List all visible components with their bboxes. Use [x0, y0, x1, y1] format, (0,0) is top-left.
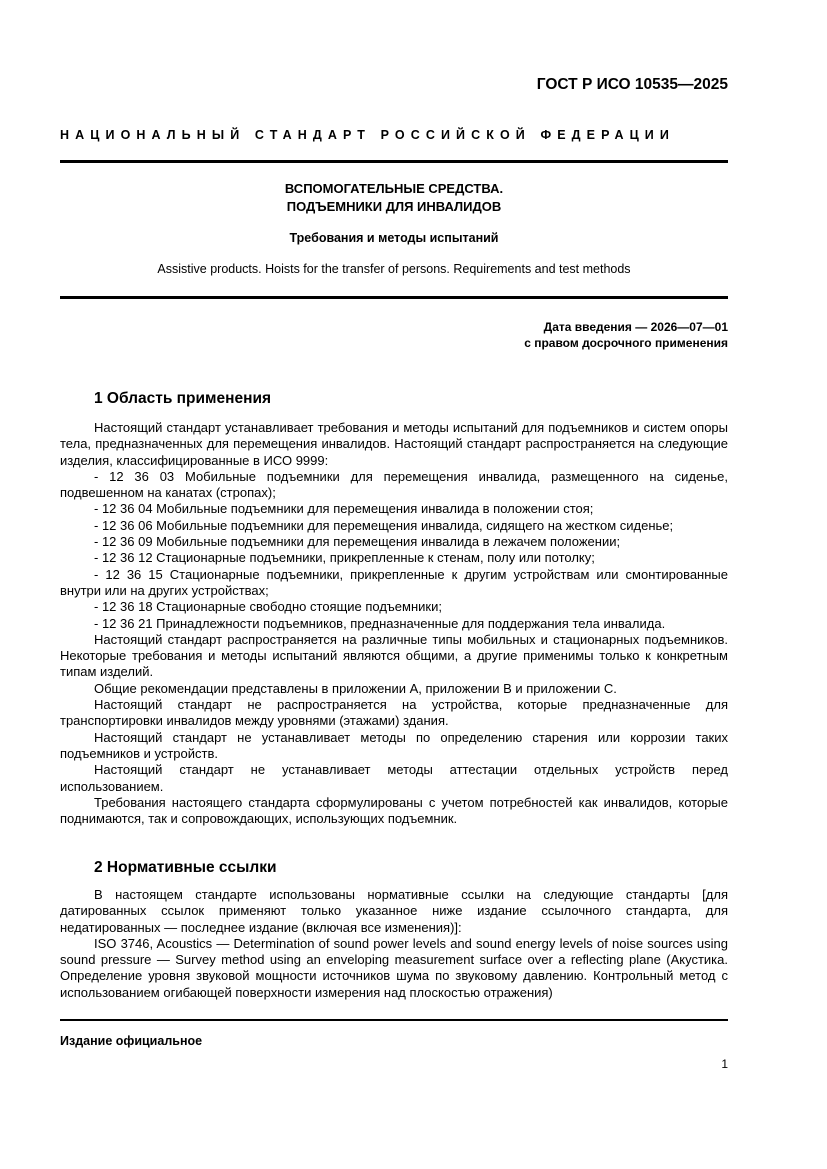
- english-title: Assistive products. Hoists for the transfer of persons. Requirements and test methods: [157, 262, 631, 276]
- early-application-note: с правом досрочного применения: [524, 336, 728, 350]
- list-item: - 12 36 03 Мобильные подъемники для перемещения инвалида, размещенного на сиденье, подвешенном на канатах (стропах);: [60, 468, 728, 501]
- section-1-body: [60, 420, 728, 827]
- reference-entry: ISO 3746, Acoustics — Determination of sound power levels and sound energy levels of noise sources using sound pressure — Survey method using an enveloping measurement surface over a reflecting plane (Акустика. Определение уровня звуковой мощности источников шума по звуковому давлению. Контрольный метод с использованием огибающей поверхности измерения над плоскостью отражения): [60, 935, 728, 1000]
- paragraph: Настоящий стандарт не распространяется на устройства, которые предназначенные для транспортировки инвалидов между уровнями (этажами) здания.: [60, 697, 728, 729]
- list-item: - 12 36 12 Стационарные подъемники, прикрепленные к стенам, полу или потолку;: [94, 550, 595, 566]
- introduction-date: Дата введения — 2026—07—01: [543, 320, 728, 334]
- list-item: - 12 36 18 Стационарные свободно стоящие подъемники;: [94, 599, 442, 615]
- paragraph: Настоящий стандарт не устанавливает методы по определению старения или коррозии таких подъемников и устройств.: [60, 729, 728, 761]
- paragraph: Настоящий стандарт распространяется на различные типы мобильных и стационарных подъемников. Некоторые требования и методы испытаний являются общими, а другие применимы только к конкретным типам изделий.: [60, 631, 728, 680]
- standard-number: ГОСТ Р ИСО 10535—2025: [536, 76, 728, 93]
- section-2-body: [60, 887, 728, 1001]
- official-edition-label: Издание официальное: [60, 1034, 203, 1048]
- list-item: - 12 36 21 Принадлежности подъемников, предназначенные для поддержания тела инвалида.: [94, 615, 666, 631]
- list-item: - 12 36 09 Мобильные подъемники для перемещения инвалида в лежачем положении;: [94, 534, 621, 550]
- list-item: - 12 36 06 Мобильные подъемники для перемещения инвалида, сидящего на жестком сиденье;: [94, 517, 674, 533]
- section-1-heading: 1 Область применения: [94, 390, 272, 407]
- title-line-2: ПОДЪЕМНИКИ ДЛЯ ИНВАЛИДОВ: [286, 199, 502, 214]
- introduction-date-block: [524, 319, 728, 351]
- document-subtitle: Требования и методы испытаний: [289, 231, 499, 245]
- top-divider: [60, 160, 728, 163]
- section-2-heading: 2 Нормативные ссылки: [94, 859, 277, 876]
- paragraph: Общие рекомендации представлены в приложении А, приложении В и приложении С.: [94, 680, 617, 696]
- paragraph: Настоящий стандарт не устанавливает методы аттестации отдельных устройств перед использованием.: [60, 762, 728, 794]
- paragraph: Требования настоящего стандарта сформулированы с учетом потребностей как инвалидов, которые поднимаются, так и сопровождающих, использующих подъемник.: [60, 794, 728, 827]
- list-item: - 12 36 04 Мобильные подъемники для перемещения инвалида в положении стоя;: [94, 501, 594, 517]
- paragraph: Настоящий стандарт устанавливает требования и методы испытаний для подъемников и систем опоры тела, предназначенных для перемещения инвалидов. Настоящий стандарт распространяется на следующие изделия, классифицированные в ИСО 9999:: [60, 420, 728, 468]
- footer-divider: [60, 1019, 728, 1021]
- national-standard-title: НАЦИОНАЛЬНЫЙ СТАНДАРТ РОССИЙСКОЙ ФЕДЕРАЦИИ: [60, 128, 675, 142]
- list-item: - 12 36 15 Стационарные подъемники, прикрепленные к другим устройствам или смонтированные внутри или на других устройствах;: [60, 566, 728, 598]
- title-line-1: ВСПОМОГАТЕЛЬНЫЕ СРЕДСТВА.: [284, 181, 504, 196]
- page-number: 1: [721, 1057, 728, 1071]
- title-divider: [60, 296, 728, 299]
- paragraph: В настоящем стандарте использованы нормативные ссылки на следующие стандарты [для датированных ссылок применяют только указанное ниже издание ссылочного стандарта, для недатированных — последнее издание (включая все изменения)]:: [60, 887, 728, 935]
- document-title: [60, 180, 728, 216]
